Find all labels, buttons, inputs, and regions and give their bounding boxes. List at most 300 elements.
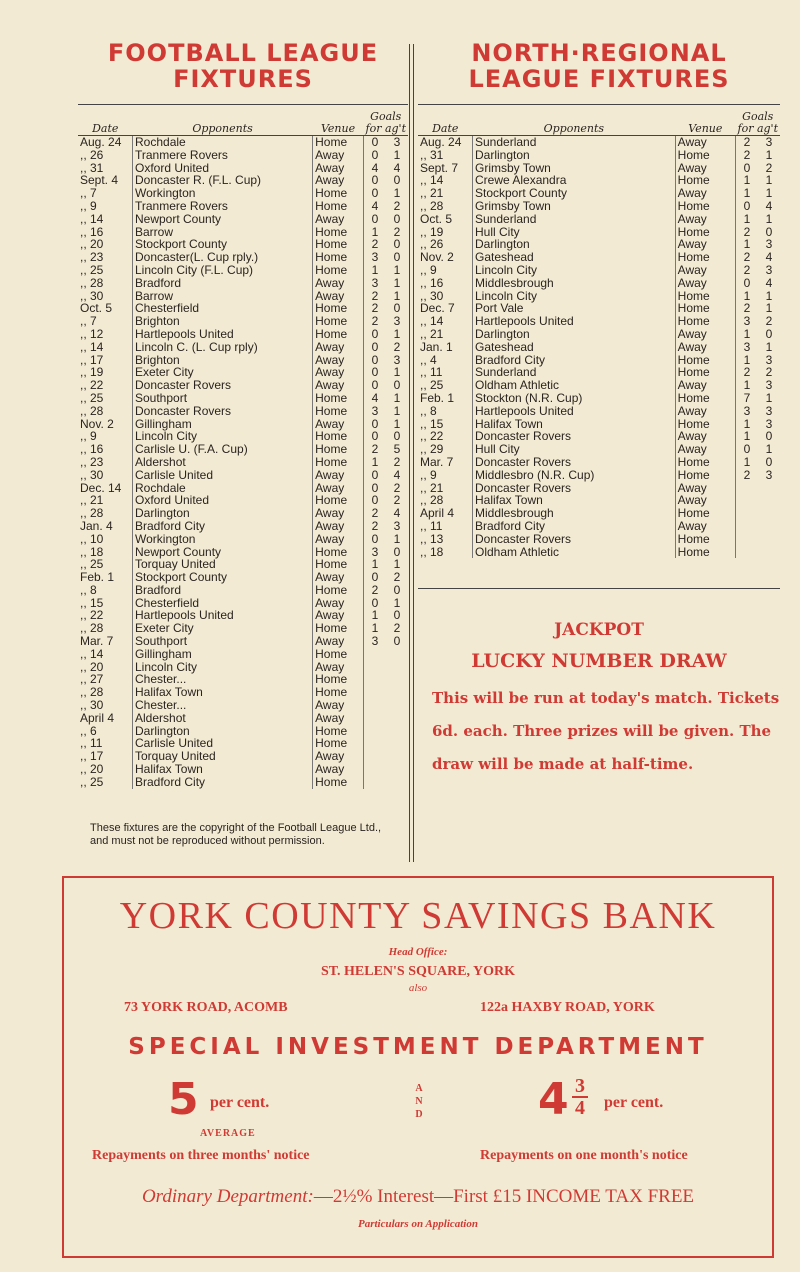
fixture-date: ,, 15 <box>80 595 104 610</box>
goals-for: 3 <box>736 405 759 418</box>
goals-for: 2 <box>736 136 759 149</box>
fixture-date: ,, 19 <box>80 365 104 380</box>
fixture-opponent: Oxford United <box>133 494 313 507</box>
fixture-venue: Home <box>675 469 735 482</box>
goals-for <box>364 673 387 686</box>
table-row <box>78 622 408 635</box>
also-label: also <box>408 982 428 994</box>
goals-against: 0 <box>393 582 401 597</box>
table-row <box>78 149 408 162</box>
jackpot-title: JACKPOT <box>554 620 644 640</box>
fixture-opponent: Lincoln City <box>473 290 676 303</box>
table-row <box>418 494 780 507</box>
branch-addresses <box>64 1000 772 1022</box>
goals-against <box>386 725 408 738</box>
goals-against: 0 <box>393 544 401 559</box>
table-row <box>418 507 780 520</box>
header-opponents-label: Opponents <box>192 122 253 135</box>
goals-against: 3 <box>765 403 773 418</box>
fixture-date: April 4 <box>80 710 115 725</box>
goals-against: 1 <box>393 326 401 341</box>
table-row <box>78 609 408 622</box>
table-row <box>418 136 780 149</box>
jackpot-separator <box>418 588 780 589</box>
ordinary-department <box>64 1186 772 1208</box>
fixture-venue: Home <box>675 302 735 315</box>
goals-against: 0 <box>393 250 401 265</box>
fixture-date: ,, 25 <box>420 378 444 393</box>
goals-for: 0 <box>736 277 759 290</box>
fixture-opponent: Halifax Town <box>133 763 313 776</box>
fixture-date: Nov. 2 <box>420 250 454 265</box>
jackpot-body: This will be run at today's match. Tickets 6d. each. Three prizes will be given. The draw will be made at half-time. <box>432 689 780 773</box>
table-row <box>418 341 780 354</box>
fixture-opponent: Rochdale <box>133 136 313 149</box>
fixture-venue: Away <box>313 482 364 495</box>
fixture-date: ,, 16 <box>420 275 444 290</box>
fixture-date: Sept. 4 <box>80 173 119 188</box>
goals-against: 1 <box>765 339 773 354</box>
fixture-venue: Home <box>313 584 364 597</box>
fixture-date: ,, 14 <box>420 173 444 188</box>
goals-against: 0 <box>393 237 401 252</box>
goals-against <box>758 494 780 507</box>
goals-against: 2 <box>393 621 401 636</box>
fixture-venue: Away <box>313 277 364 290</box>
football-league-title-line1: FOOTBALL LEAGUE <box>107 39 379 67</box>
table-row <box>418 226 780 239</box>
goals-against <box>386 712 408 725</box>
fixture-venue: Home <box>313 648 364 661</box>
fixture-date: Dec. 7 <box>420 301 455 316</box>
header-goals-sub <box>736 123 781 135</box>
fixture-venue: Away <box>313 750 364 763</box>
goals-against: 2 <box>765 314 773 329</box>
header-opponents <box>133 105 313 136</box>
fixture-venue: Home <box>313 686 364 699</box>
fixture-date: ,, 26 <box>420 237 444 252</box>
goals-for: 2 <box>364 302 387 315</box>
goals-for: 3 <box>364 405 387 418</box>
fixture-venue: Away <box>313 763 364 776</box>
goals-against <box>386 661 408 674</box>
fixture-opponent: Darlington <box>473 149 676 162</box>
fixture-venue: Away <box>675 482 735 495</box>
goals-for: 2 <box>364 238 387 251</box>
fixture-date: ,, 30 <box>80 288 104 303</box>
fixture-venue: Away <box>675 328 735 341</box>
table-row <box>78 686 408 699</box>
table-row <box>418 238 780 251</box>
table-row <box>78 673 408 686</box>
branch-address-haxby: 122a HAXBY ROAD, YORK <box>480 1000 655 1015</box>
goals-for: 7 <box>736 392 759 405</box>
fixture-opponent: Bradford City <box>473 354 676 367</box>
goals-for <box>736 494 759 507</box>
fixture-date: ,, 28 <box>80 506 104 521</box>
fixture-date: ,, 11 <box>420 518 443 533</box>
table-row <box>78 763 408 776</box>
fixture-opponent: Tranmere Rovers <box>133 149 313 162</box>
goals-for <box>736 507 759 520</box>
table-row <box>78 328 408 341</box>
fixture-opponent: Gateshead <box>473 251 676 264</box>
fixture-venue: Home <box>313 725 364 738</box>
fixture-date: ,, 28 <box>80 403 104 418</box>
table-row <box>78 456 408 469</box>
fixture-venue: Away <box>313 609 364 622</box>
fixture-venue: Home <box>313 443 364 456</box>
fixture-opponent: Lincoln City <box>133 430 313 443</box>
fixture-opponent: Halifax Town <box>473 418 676 431</box>
fixture-opponent: Tranmere Rovers <box>133 200 313 213</box>
table-row <box>418 520 780 533</box>
table-row <box>418 546 780 559</box>
goals-for: 3 <box>364 546 387 559</box>
goals-for: 3 <box>364 277 387 290</box>
fixture-date: ,, 17 <box>80 749 104 764</box>
goals-against: 1 <box>393 275 401 290</box>
fixture-date: Oct. 5 <box>80 301 113 316</box>
fixture-opponent: Rochdale <box>133 482 313 495</box>
table-row <box>418 469 780 482</box>
header-goals-label: Goals <box>370 110 402 123</box>
fixture-opponent: Chester... <box>133 673 313 686</box>
goals-for: 0 <box>364 597 387 610</box>
fixture-opponent: Lincoln C. (L. Cup rply) <box>133 341 313 354</box>
fixture-opponent: Chester... <box>133 699 313 712</box>
table-row <box>78 213 408 226</box>
fixture-date: ,, 14 <box>80 339 104 354</box>
goals-for <box>364 686 387 699</box>
goals-against: 0 <box>765 326 773 341</box>
fixture-date: ,, 21 <box>420 186 444 201</box>
rate-five-unit: per cent. <box>210 1094 270 1111</box>
goals-against: 3 <box>393 314 401 329</box>
fixture-venue: Home <box>313 456 364 469</box>
fixture-date: ,, 15 <box>420 416 444 431</box>
column-divider-inner <box>413 44 414 862</box>
fixture-venue: Away <box>313 571 364 584</box>
goals-for: 2 <box>364 290 387 303</box>
branch-address-acomb: 73 YORK ROAD, ACOMB <box>124 1000 288 1015</box>
table-row <box>78 584 408 597</box>
table-row <box>78 558 408 571</box>
fixture-venue: Away <box>313 354 364 367</box>
goals-against: 1 <box>393 147 401 162</box>
fixture-date: Nov. 2 <box>80 416 114 431</box>
fixture-date: ,, 14 <box>420 314 444 329</box>
fixture-venue: Away <box>313 712 364 725</box>
fixture-date: ,, 20 <box>80 659 104 674</box>
table-row <box>418 456 780 469</box>
goals-for <box>736 546 759 559</box>
header-goals-label: Goals <box>742 110 774 123</box>
fixture-venue: Home <box>313 405 364 418</box>
fixture-venue: Away <box>313 366 364 379</box>
fixture-venue: Home <box>313 558 364 571</box>
goals-for <box>364 737 387 750</box>
fixture-opponent: Stockport County <box>133 571 313 584</box>
fixture-venue: Home <box>313 737 364 750</box>
fixture-venue: Away <box>313 469 364 482</box>
fixture-date: ,, 10 <box>80 531 104 546</box>
fixture-venue: Away <box>675 405 735 418</box>
goals-for: 1 <box>736 213 759 226</box>
fixture-date: ,, 7 <box>80 186 97 201</box>
rate-four-note: Repayments on one month's notice <box>480 1148 688 1163</box>
fraction-numerator: 3 <box>575 1075 585 1097</box>
fixture-date: ,, 26 <box>80 147 104 162</box>
goals-against: 3 <box>765 237 773 252</box>
table-row <box>418 264 780 277</box>
goals-against: 2 <box>393 493 401 508</box>
goals-for: 1 <box>364 456 387 469</box>
table-row <box>418 162 780 175</box>
fixture-venue: Home <box>313 200 364 213</box>
fixture-venue: Away <box>675 264 735 277</box>
fixture-date: ,, 9 <box>80 429 97 444</box>
jackpot-panel <box>418 620 780 781</box>
goals-against: 3 <box>765 135 773 149</box>
goals-for: 0 <box>364 149 387 162</box>
table-row <box>78 776 408 789</box>
table-row <box>78 226 408 239</box>
fixture-date: ,, 23 <box>80 250 104 265</box>
table-row <box>78 315 408 328</box>
head-office-label: Head Office: <box>388 946 448 958</box>
fixture-opponent: Doncaster Rovers <box>473 533 676 546</box>
table-row <box>418 200 780 213</box>
fixture-venue: Away <box>675 213 735 226</box>
goals-for: 2 <box>736 469 759 482</box>
goals-for <box>364 712 387 725</box>
fixture-date: ,, 8 <box>420 403 437 418</box>
fixture-opponent: Hartlepools United <box>473 315 676 328</box>
goals-for: 0 <box>364 328 387 341</box>
goals-against <box>386 648 408 661</box>
goals-against: 4 <box>765 250 773 265</box>
fraction-denominator: 4 <box>575 1097 585 1119</box>
north-regional-rows <box>418 136 780 559</box>
fixture-venue: Away <box>675 494 735 507</box>
fixture-opponent: Darlington <box>133 725 313 738</box>
goals-for: 1 <box>736 379 759 392</box>
table-row <box>78 379 408 392</box>
goals-for: 1 <box>736 238 759 251</box>
fixture-venue: Home <box>313 622 364 635</box>
table-row <box>78 597 408 610</box>
goals-against: 1 <box>393 557 401 572</box>
goals-for <box>364 776 387 789</box>
fixture-opponent: Chesterfield <box>133 302 313 315</box>
goals-for: 1 <box>736 328 759 341</box>
goals-for: 0 <box>364 379 387 392</box>
fixture-opponent: Lincoln City <box>133 661 313 674</box>
and-letter-n: N <box>415 1096 423 1107</box>
goals-for: 0 <box>364 469 387 482</box>
fixture-date: ,, 11 <box>420 365 443 380</box>
header-agt: ag't <box>384 122 406 135</box>
goals-against: 1 <box>393 595 401 610</box>
header-for: for <box>365 122 382 135</box>
table-row <box>418 290 780 303</box>
header-venue: Venue <box>313 105 364 136</box>
fixture-date: ,, 22 <box>80 378 104 393</box>
fixture-venue: Away <box>313 533 364 546</box>
football-league-rows <box>78 136 408 789</box>
fixture-opponent: Lincoln City (F.L. Cup) <box>133 264 313 277</box>
goals-for <box>364 750 387 763</box>
header-date: Date <box>78 105 133 136</box>
fixture-date: ,, 25 <box>80 390 104 405</box>
fixture-date: ,, 11 <box>80 736 103 751</box>
goals-against: 1 <box>393 186 401 201</box>
fixture-opponent: Halifax Town <box>473 494 676 507</box>
goals-against: 3 <box>765 467 773 482</box>
table-row <box>418 187 780 200</box>
goals-for: 1 <box>736 174 759 187</box>
table-row <box>78 699 408 712</box>
rate-five-note: Repayments on three months' notice <box>92 1148 310 1163</box>
goals-against: 1 <box>393 403 401 418</box>
table-row <box>78 366 408 379</box>
goals-for <box>364 648 387 661</box>
fixture-opponent: Gillingham <box>133 648 313 661</box>
table-row <box>418 328 780 341</box>
goals-for: 0 <box>364 366 387 379</box>
rate-four: 4 <box>538 1074 569 1125</box>
fixture-opponent: Southport <box>133 635 313 648</box>
header-agt: ag't <box>756 122 778 135</box>
goals-against: 3 <box>765 262 773 277</box>
fixture-venue: Home <box>675 315 735 328</box>
fixture-date: ,, 19 <box>420 224 444 239</box>
fixture-opponent: Bradford <box>133 277 313 290</box>
fixture-date: ,, 22 <box>420 429 444 444</box>
bank-name: YORK COUNTY SAVINGS BANK <box>119 895 717 937</box>
table-row <box>78 648 408 661</box>
goals-against: 1 <box>393 416 401 431</box>
goals-against: 0 <box>765 224 773 239</box>
fixture-date: ,, 13 <box>420 531 444 546</box>
goals-for <box>364 725 387 738</box>
fixture-opponent: Doncaster Rovers <box>473 482 676 495</box>
goals-for: 0 <box>364 571 387 584</box>
fixture-venue: Home <box>313 494 364 507</box>
goals-for: 2 <box>736 251 759 264</box>
fixture-venue: Home <box>675 200 735 213</box>
fixture-date: ,, 21 <box>420 480 444 495</box>
goals-for: 1 <box>736 354 759 367</box>
fixture-date: April 4 <box>420 506 455 521</box>
goals-for <box>364 763 387 776</box>
fixture-venue: Home <box>313 187 364 200</box>
table-row <box>78 712 408 725</box>
fixture-opponent: Stockport County <box>473 187 676 200</box>
table-row <box>78 494 408 507</box>
fixture-opponent: Workington <box>133 187 313 200</box>
goals-for: 0 <box>736 200 759 213</box>
goals-against: 2 <box>765 365 773 380</box>
fixture-venue: Away <box>675 520 735 533</box>
fixture-opponent: Doncaster(L. Cup rply.) <box>133 251 313 264</box>
table-row <box>78 661 408 674</box>
fixture-venue: Home <box>675 251 735 264</box>
fixture-date: ,, 25 <box>80 557 104 572</box>
table-row <box>78 418 408 431</box>
fixture-date: ,, 22 <box>80 608 104 623</box>
header-opponents: Opponents <box>473 105 676 136</box>
fixture-opponent: Aldershot <box>133 456 313 469</box>
fixture-venue: Home <box>313 136 364 149</box>
table-row <box>78 520 408 533</box>
header-venue: Venue <box>675 105 735 136</box>
fixture-date: ,, 31 <box>80 160 104 175</box>
goals-for <box>736 482 759 495</box>
fixture-date: ,, 9 <box>420 262 437 277</box>
table-row <box>78 277 408 290</box>
goals-against <box>386 737 408 750</box>
goals-against: 2 <box>393 454 401 469</box>
fixture-venue: Away <box>313 418 364 431</box>
table-row <box>418 366 780 379</box>
goals-for <box>364 661 387 674</box>
header-goals <box>736 105 781 136</box>
jackpot-subtitle: LUCKY NUMBER DRAW <box>471 650 727 672</box>
fixture-venue: Home <box>675 174 735 187</box>
goals-against: 1 <box>765 147 773 162</box>
fixture-opponent: Crewe Alexandra <box>473 174 676 187</box>
and-letter-d: D <box>415 1109 423 1120</box>
goals-against: 3 <box>393 352 401 367</box>
fixture-venue: Away <box>675 341 735 354</box>
fixture-opponent: Stockton (N.R. Cup) <box>473 392 676 405</box>
fixture-venue: Home <box>313 302 364 315</box>
table-row <box>418 251 780 264</box>
fixture-venue: Away <box>313 379 364 392</box>
goals-against <box>758 482 780 495</box>
fixture-date: ,, 12 <box>80 326 104 341</box>
goals-against: 2 <box>393 198 401 213</box>
table-row <box>78 174 408 187</box>
goals-for: 0 <box>364 341 387 354</box>
goals-against: 3 <box>393 135 401 149</box>
table-row <box>418 443 780 456</box>
fixture-opponent: Brighton <box>133 315 313 328</box>
fixture-opponent: Gateshead <box>473 341 676 354</box>
goals-against: 1 <box>765 288 773 303</box>
fixture-date: ,, 30 <box>420 288 444 303</box>
fixture-opponent: Barrow <box>133 290 313 303</box>
fixture-venue: Home <box>675 226 735 239</box>
fixture-opponent: Carlisle United <box>133 737 313 750</box>
goals-against: 0 <box>393 634 401 649</box>
goals-for <box>736 533 759 546</box>
fixture-opponent: Halifax Town <box>133 686 313 699</box>
table-row <box>418 149 780 162</box>
fixture-opponent: Newport County <box>133 546 313 559</box>
goals-against: 3 <box>765 352 773 367</box>
fixture-venue: Away <box>313 507 364 520</box>
fixture-date: ,, 25 <box>80 774 104 789</box>
fixture-opponent: Grimsby Town <box>473 200 676 213</box>
fixture-venue: Away <box>675 443 735 456</box>
north-regional-title-line1: NORTH·REGIONAL <box>471 39 727 67</box>
fixture-opponent: Sunderland <box>473 213 676 226</box>
goals-against: 1 <box>393 365 401 380</box>
header-for: for <box>737 122 754 135</box>
